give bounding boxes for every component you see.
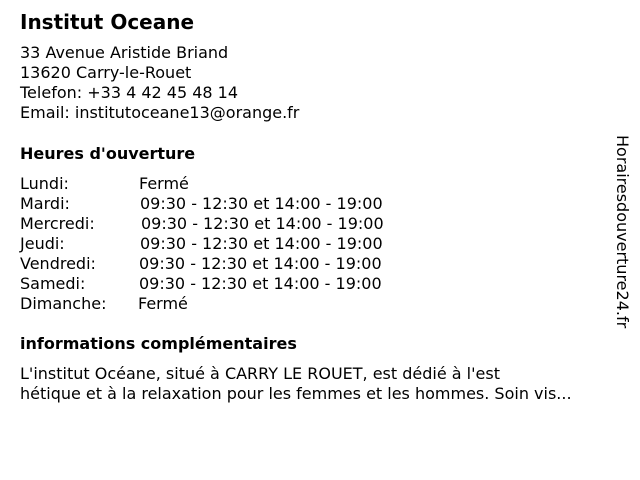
day-label: Vendredi:	[20, 254, 96, 273]
info-line: hétique et à la relaxation pour les femmes et les hommes. Soin vis...	[20, 384, 572, 403]
hours-value: 09:30 - 12:30 et 14:00 - 19:00	[139, 274, 382, 293]
hours-value: Fermé	[139, 174, 189, 193]
day-label: Jeudi:	[20, 234, 65, 253]
contact-block	[20, 43, 299, 123]
day-label: Mardi:	[20, 194, 70, 213]
email-address: Email: institutoceane13@orange.fr	[20, 103, 300, 122]
day-label: Dimanche:	[20, 294, 107, 313]
site-watermark: Horairesdouverture24.fr	[613, 135, 632, 329]
hours-value: 09:30 - 12:30 et 14:00 - 19:00	[141, 214, 384, 233]
day-label: Mercredi:	[20, 214, 95, 233]
hours-value: 09:30 - 12:30 et 14:00 - 19:00	[139, 254, 382, 273]
info-line: L'institut Océane, situé à CARRY LE ROUET, est dédié à l'est	[20, 364, 500, 383]
additional-info-heading: informations complémentaires	[20, 334, 297, 353]
hours-value: Fermé	[138, 294, 188, 313]
additional-info-text	[20, 364, 620, 404]
phone-number: Telefon: +33 4 42 45 48 14	[20, 83, 239, 102]
hours-value: 09:30 - 12:30 et 14:00 - 19:00	[140, 234, 383, 253]
address-city: 13620 Carry-le-Rouet	[20, 63, 192, 82]
day-label: Samedi:	[20, 274, 86, 293]
address-street: 33 Avenue Aristide Briand	[20, 43, 229, 62]
opening-hours-heading: Heures d'ouverture	[20, 144, 196, 163]
day-label: Lundi:	[20, 174, 69, 193]
hours-value: 09:30 - 12:30 et 14:00 - 19:00	[140, 194, 383, 213]
business-name: Institut Oceane	[20, 10, 195, 34]
